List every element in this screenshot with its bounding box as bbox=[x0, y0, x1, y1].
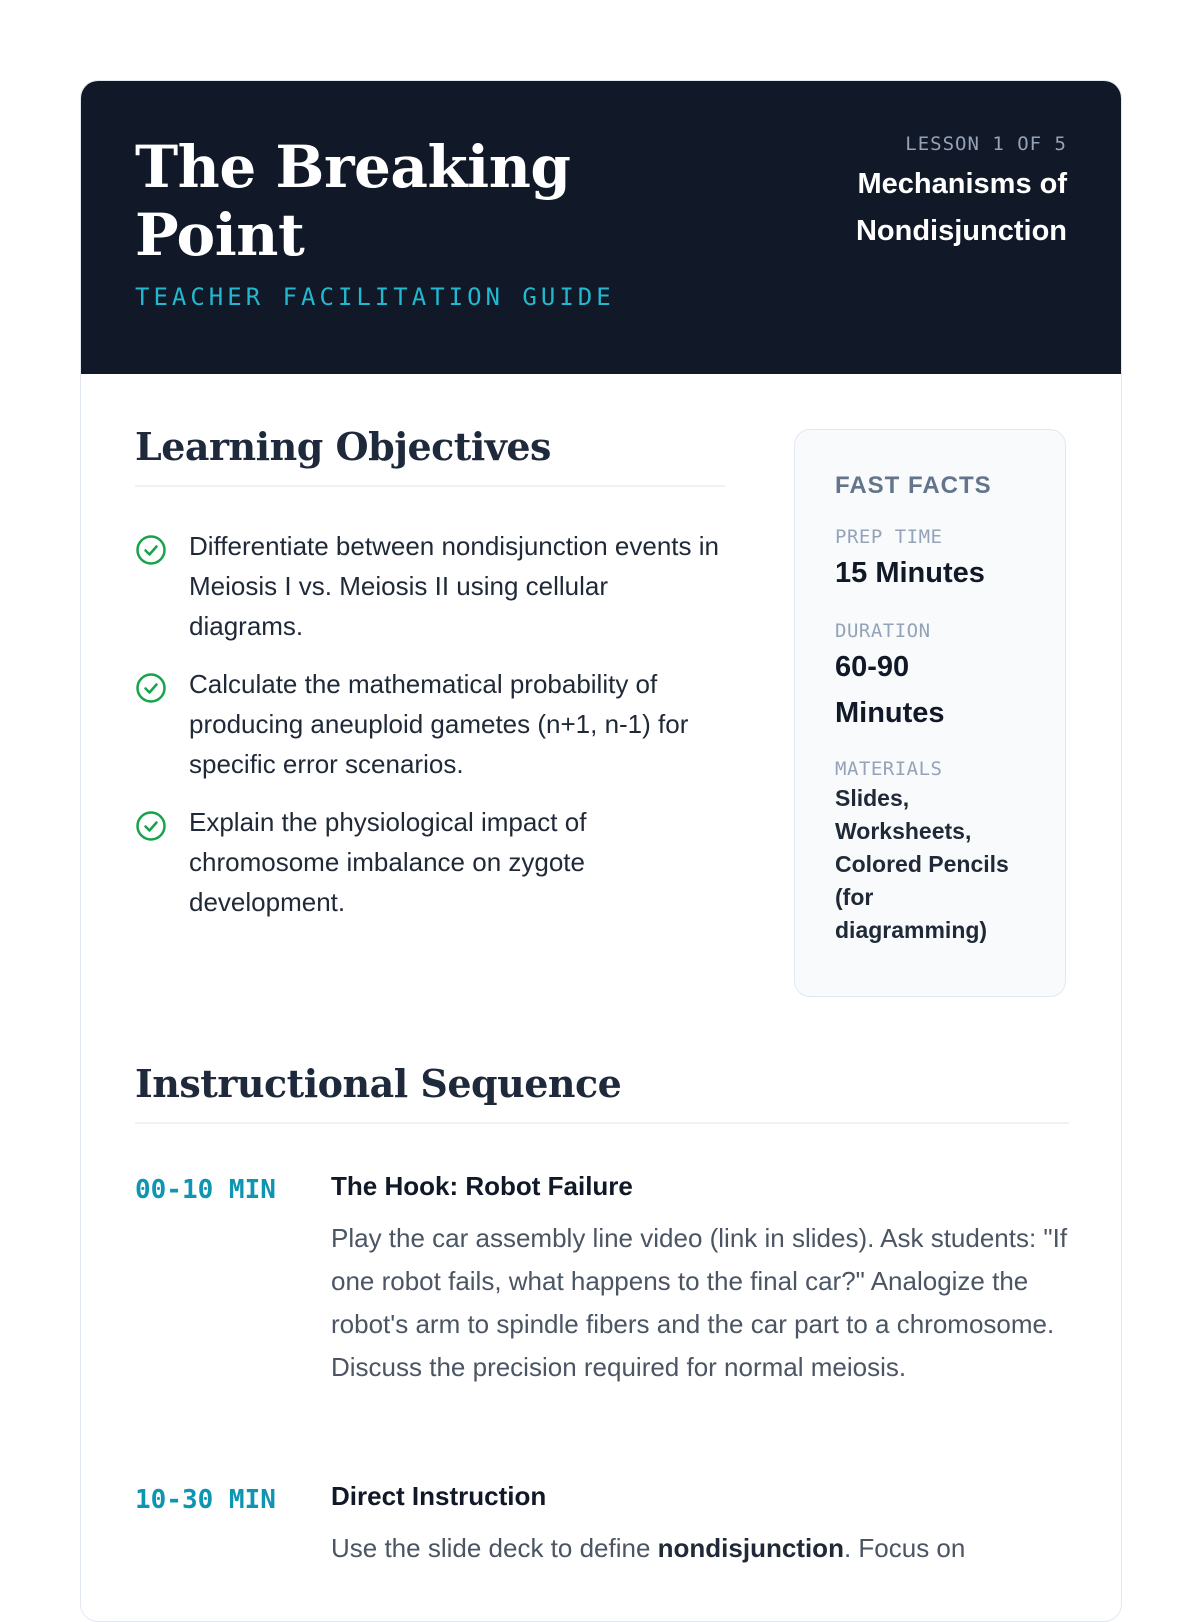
sequence-title: Direct Instruction bbox=[331, 1481, 547, 1511]
lesson-info bbox=[807, 133, 1067, 255]
sequence-body bbox=[331, 1479, 1069, 1570]
check-circle-icon bbox=[135, 810, 167, 842]
page-title: The Breaking Point bbox=[135, 133, 571, 269]
check-circle-icon bbox=[135, 672, 167, 704]
sequence-text: Play the car assembly line video (link in slides). Ask students: "If one robot fails, what happens to the final car?" Analogize the robot's arm to spindle fibers and the car part to a chromosome. Discuss the precision required for normal meiosis. bbox=[331, 1223, 1068, 1382]
sequence-text bbox=[331, 1527, 1069, 1570]
materials-label: MATERIALS bbox=[835, 758, 943, 780]
sequence-time: 10-30 MIN bbox=[135, 1485, 276, 1515]
objectives-list bbox=[135, 526, 725, 940]
objective-text: Differentiate between nondisjunction events in Meiosis I vs. Meiosis II using cellular diagrams. bbox=[189, 531, 719, 641]
guide-subtitle: TEACHER FACILITATION GUIDE bbox=[135, 283, 615, 311]
list-item bbox=[135, 526, 725, 646]
lesson-name: Mechanisms of Nondisjunction bbox=[855, 168, 1067, 247]
materials-value: Slides, Worksheets, Colored Pencils (for diagramming) bbox=[835, 785, 1009, 943]
term-highlight: nondisjunction bbox=[657, 1533, 844, 1563]
sequence-text-end: . Focus on bbox=[843, 1533, 966, 1563]
list-item bbox=[135, 664, 725, 784]
sequence-text-start: Use the slide deck to define bbox=[331, 1533, 658, 1563]
divider bbox=[135, 1122, 1069, 1124]
prep-time-label: PREP TIME bbox=[835, 526, 943, 548]
sequence-body bbox=[331, 1169, 1069, 1389]
divider bbox=[135, 485, 725, 487]
duration-label: DURATION bbox=[835, 620, 931, 642]
sequence-title: The Hook: Robot Failure bbox=[331, 1171, 633, 1201]
objectives-heading: Learning Objectives bbox=[135, 424, 551, 469]
fast-facts-panel bbox=[794, 429, 1066, 997]
header bbox=[81, 81, 1121, 374]
guide-card bbox=[80, 80, 1122, 1622]
objective-text: Calculate the mathematical probability of producing aneuploid gametes (n+1, n-1) for specific error scenarios. bbox=[189, 669, 689, 779]
sequence-time: 00-10 MIN bbox=[135, 1175, 276, 1205]
check-circle-icon bbox=[135, 534, 167, 566]
list-item bbox=[135, 802, 725, 922]
objective-text: Explain the physiological impact of chromosome imbalance on zygote development. bbox=[189, 807, 587, 917]
sequence-heading: Instructional Sequence bbox=[135, 1061, 622, 1106]
fast-facts-title: FAST FACTS bbox=[835, 472, 992, 499]
duration-value: 60-90 Minutes bbox=[835, 651, 945, 729]
lesson-number: LESSON 1 OF 5 bbox=[905, 133, 1067, 155]
prep-time-value: 15 Minutes bbox=[835, 557, 985, 589]
